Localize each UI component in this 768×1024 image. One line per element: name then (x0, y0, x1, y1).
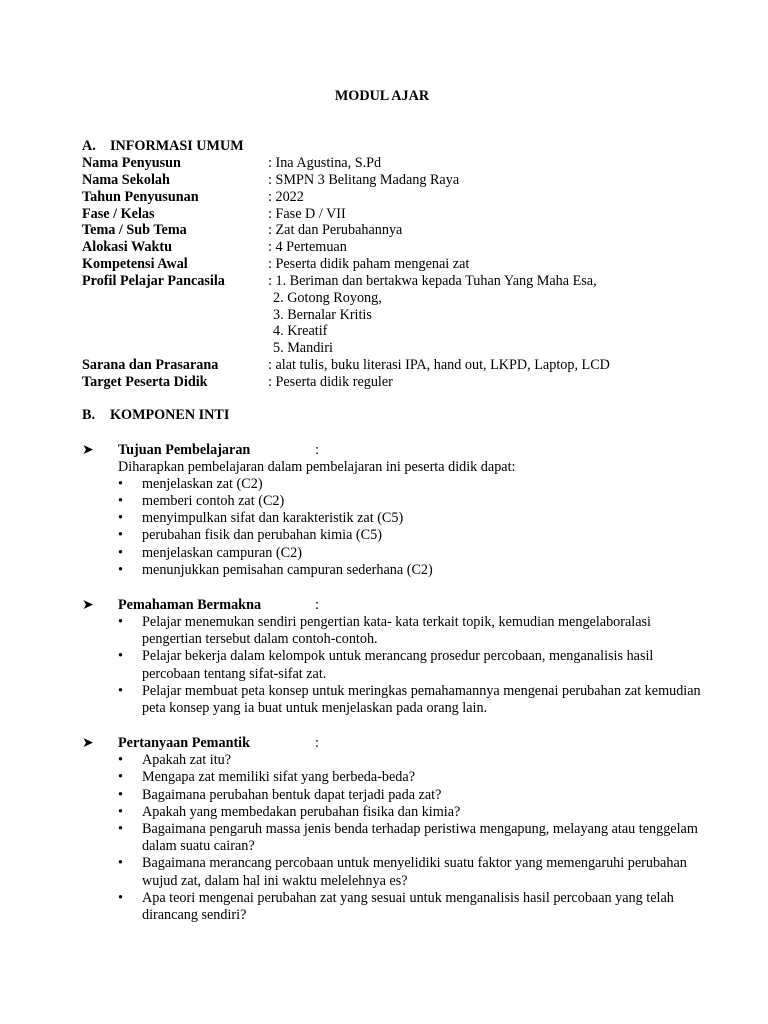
info-row (82, 155, 702, 172)
section-b-heading (82, 407, 702, 424)
list-item: • menjelaskan campuran (C2) (118, 544, 302, 561)
pertanyaan-list (118, 752, 702, 924)
bullet-icon: • (118, 889, 123, 906)
info-row (82, 206, 702, 223)
info-value: : 2022 (268, 188, 304, 205)
list-item: • Bagaimana pengaruh massa jenis benda terhadap peristiwa mengapung, melayang atau tenggelam dalam suatu cairan? (118, 821, 698, 855)
bullet-icon: • (118, 527, 123, 544)
info-key: Sarana dan Prasarana (82, 357, 219, 374)
bullet-icon: • (118, 648, 123, 665)
list-item: • menjelaskan zat (C2) (118, 475, 263, 492)
pertanyaan-colon: : (315, 735, 319, 752)
list-item: • Apakah yang membedakan perubahan fisika dan kimia? (118, 803, 461, 820)
section-a-title: INFORMASI UMUM (110, 138, 244, 154)
arrow-bullet-icon: ➤ (82, 597, 94, 614)
info-table (82, 155, 702, 391)
bullet-icon: • (118, 769, 123, 786)
tujuan-intro: Diharapkan pembelajaran dalam pembelajaran ini peserta didik dapat: (118, 458, 516, 475)
info-row (82, 273, 702, 290)
info-value: : alat tulis, buku literasi IPA, hand out, LKPD, Laptop, LCD (268, 357, 610, 374)
info-value: : Peserta didik paham mengenai zat (268, 256, 470, 273)
bullet-icon: • (118, 510, 123, 527)
bullet-icon: • (118, 475, 123, 492)
info-row (82, 374, 702, 391)
tujuan-heading (82, 442, 702, 459)
list-item: • Pelajar bekerja dalam kelompok untuk merancang prosedur percobaan, menganalisis hasil percobaan tentang sifat-sifat zat. (118, 648, 654, 682)
info-row (82, 357, 702, 374)
bullet-icon: • (118, 752, 123, 769)
info-key: Fase / Kelas (82, 205, 155, 222)
arrow-bullet-icon: ➤ (82, 441, 94, 458)
list-item: • menyimpulkan sifat dan karakteristik zat (C5) (118, 510, 404, 527)
list-item: • Bagaimana perubahan bentuk dapat terjadi pada zat? (118, 786, 442, 803)
tujuan-list (118, 476, 702, 579)
info-value: : 4 Pertemuan (268, 239, 347, 256)
tujuan-label: Tujuan Pembelajaran (118, 441, 251, 458)
bullet-icon: • (118, 855, 123, 872)
document-title: MODUL AJAR (334, 88, 430, 104)
section-b-title: KOMPONEN INTI (110, 406, 230, 423)
profil-item: 5. Mandiri (273, 340, 333, 357)
info-value: : Fase D / VII (268, 205, 346, 222)
info-row (82, 239, 702, 256)
info-row (82, 222, 702, 239)
info-value: : 1. Beriman dan bertakwa kepada Tuhan Yang Maha Esa, (268, 272, 597, 289)
document-page (82, 88, 702, 924)
bullet-icon: • (118, 682, 123, 699)
bullet-icon: • (118, 493, 123, 510)
info-key: Kompetensi Awal (82, 256, 188, 273)
bullet-icon: • (118, 821, 123, 838)
pemahaman-heading (82, 597, 702, 614)
bullet-icon: • (118, 803, 123, 820)
info-row (82, 189, 702, 206)
info-row (82, 172, 702, 189)
info-key: Target Peserta Didik (82, 373, 208, 390)
bullet-icon: • (118, 561, 123, 578)
pertanyaan-heading (82, 735, 702, 752)
section-b-number: B. (82, 406, 96, 423)
list-item: • Mengapa zat memiliki sifat yang berbeda-beda? (118, 769, 415, 786)
info-key: Profil Pelajar Pancasila (82, 272, 225, 289)
info-value: : Zat dan Perubahannya (268, 222, 403, 239)
list-item: • Apa teori mengenai perubahan zat yang sesuai untuk menganalisis hasil percobaan yang telah dirancang sendiri? (118, 889, 674, 924)
pemahaman-label: Pemahaman Bermakna (118, 597, 262, 614)
list-item: • perubahan fisik dan perubahan kimia (C5) (118, 527, 382, 544)
arrow-bullet-icon: ➤ (82, 735, 94, 752)
bullet-icon: • (118, 786, 123, 803)
list-item: • menunjukkan pemisahan campuran sederhana (C2) (118, 561, 433, 578)
info-key: Nama Penyusun (82, 155, 181, 171)
info-key: Tema / Sub Tema (82, 222, 187, 239)
profil-list (82, 290, 702, 357)
profil-item: 2. Gotong Royong, (273, 289, 382, 306)
bullet-icon: • (118, 614, 123, 631)
info-value: : SMPN 3 Belitang Madang Raya (268, 171, 460, 188)
list-item: • Bagaimana merancang percobaan untuk menyelidiki suatu faktor yang memengaruhi perubahan wujud zat, dalam hal ini waktu melelehnya es? (118, 855, 687, 889)
section-a-number: A. (82, 138, 96, 154)
pemahaman-colon: : (315, 597, 319, 614)
info-key: Tahun Penyusunan (82, 188, 199, 205)
tujuan-colon: : (315, 441, 319, 458)
info-key: Nama Sekolah (82, 171, 170, 188)
bullet-icon: • (118, 544, 123, 561)
info-value: : Peserta didik reguler (268, 373, 393, 390)
list-item: • Pelajar menemukan sendiri pengertian kata- kata terkait topik, kemudian mengelaboralasi pengertian tersebut dalam contoh-contoh. (118, 614, 651, 648)
list-item: • Pelajar membuat peta konsep untuk meringkas pemahamannya mengenai perubahan zat kemudian peta konsep yang ia buat untuk menjelaskan pada orang lain. (118, 682, 701, 717)
list-item: • Apakah zat itu? (118, 752, 232, 769)
section-a-heading (82, 138, 702, 155)
info-key: Alokasi Waktu (82, 239, 173, 256)
profil-item: 4. Kreatif (273, 323, 328, 340)
info-value: : Ina Agustina, S.Pd (268, 155, 382, 171)
info-row (82, 256, 702, 273)
pertanyaan-label: Pertanyaan Pemantik (118, 735, 251, 752)
list-item: • memberi contoh zat (C2) (118, 493, 285, 510)
pemahaman-list (118, 614, 702, 717)
profil-item: 3. Bernalar Kritis (273, 306, 372, 323)
